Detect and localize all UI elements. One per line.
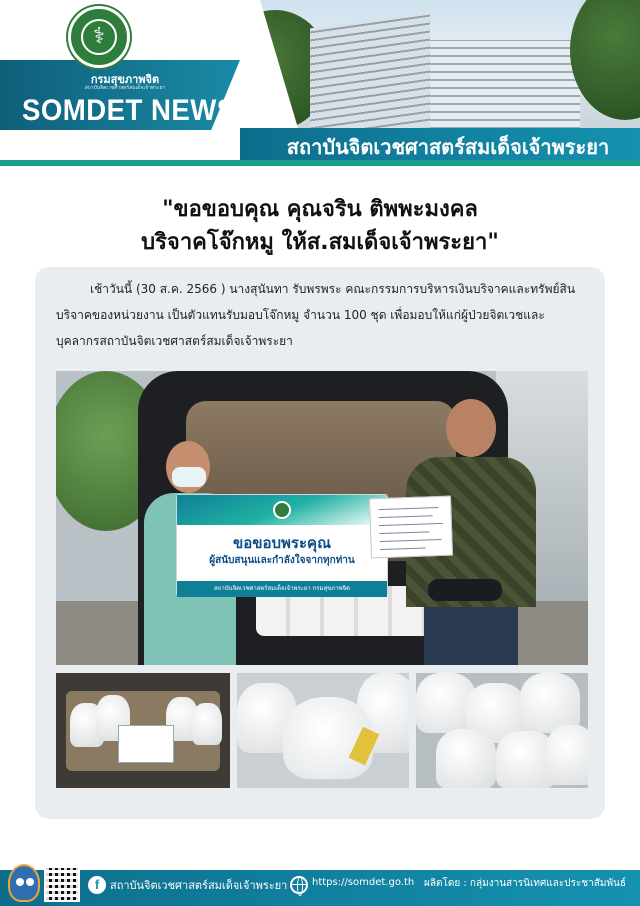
banner-line-2: ผู้สนับสนุนและกำลังใจจากทุกท่าน bbox=[209, 555, 355, 566]
header-building-photo bbox=[240, 0, 640, 135]
main-photo bbox=[56, 371, 588, 665]
body-line-2: บริจาคของหน่วยงาน เป็นตัวแทนรับมอบโจ๊กหมู จำนวน 100 ชุด เพื่อมอบให้แก่ผู้ป่วยจิตเวชและ bbox=[56, 308, 545, 322]
news-body bbox=[56, 276, 588, 354]
department-logo-icon bbox=[68, 6, 130, 68]
qr-code-icon bbox=[44, 866, 80, 902]
body-line-1: เช้าวันนี้ (30 ส.ค. 2566 ) นางสุนันทา รับพรพระ คณะกรรมการบริหารเงินบริจาคและทรัพย์สิน bbox=[90, 282, 576, 296]
donation-note-card bbox=[369, 496, 453, 559]
institute-title: สถาบันจิตเวชศาสตร์สมเด็จเจ้าพระยา bbox=[286, 135, 610, 159]
footer-facebook-label: สถาบันจิตเวชศาสตร์สมเด็จเจ้าพระยา bbox=[110, 879, 288, 892]
footer-website-link[interactable]: https://somdet.go.th bbox=[312, 877, 415, 888]
page-header bbox=[0, 0, 640, 168]
photo-building-wing bbox=[430, 40, 580, 135]
photo-building-tower bbox=[310, 12, 430, 135]
body-line-3: บุคลากรสถาบันจิตเวชศาสตร์สมเด็จเจ้าพระยา bbox=[56, 334, 293, 348]
banner-line-3: สถาบันจิตเวชศาสตร์สมเด็จเจ้าพระยา กรมสุขภาพจิต bbox=[177, 581, 387, 597]
news-headline bbox=[40, 193, 600, 259]
photo-porridge-closeup bbox=[237, 673, 409, 788]
newsletter-title: SOMDET NEWS bbox=[22, 94, 236, 127]
banner-line-1: ขอขอบพระคุณ bbox=[233, 534, 331, 552]
thank-you-banner bbox=[176, 494, 388, 596]
globe-icon bbox=[290, 876, 308, 894]
banner-logo-icon bbox=[273, 501, 291, 519]
headline-line-2: บริจาคโจ๊กหมู ให้ส.สมเด็จเจ้าพระยา" bbox=[141, 230, 499, 255]
headline-line-1: "ขอขอบคุณ คุณจริน ติพพะมงคล bbox=[162, 197, 478, 222]
photo-bag-pile bbox=[416, 673, 588, 788]
photo-trunk-bags bbox=[56, 673, 230, 788]
photo-tree-right bbox=[570, 0, 640, 120]
footer-produced-by: ผลิตโดย : กลุ่มงานสารนิเทศและประชาสัมพันธ์ bbox=[424, 878, 626, 889]
department-subtitle: สถาบันจิตเวชศาสตร์สมเด็จเจ้าพระยา bbox=[84, 85, 166, 91]
page-footer bbox=[0, 862, 640, 906]
facebook-icon: f bbox=[88, 876, 106, 894]
photo-note-card bbox=[118, 725, 174, 763]
caduceus-icon: ⚕ bbox=[81, 19, 117, 55]
department-name: กรมสุขภาพจิต bbox=[90, 73, 160, 86]
mascot-icon bbox=[8, 864, 40, 902]
